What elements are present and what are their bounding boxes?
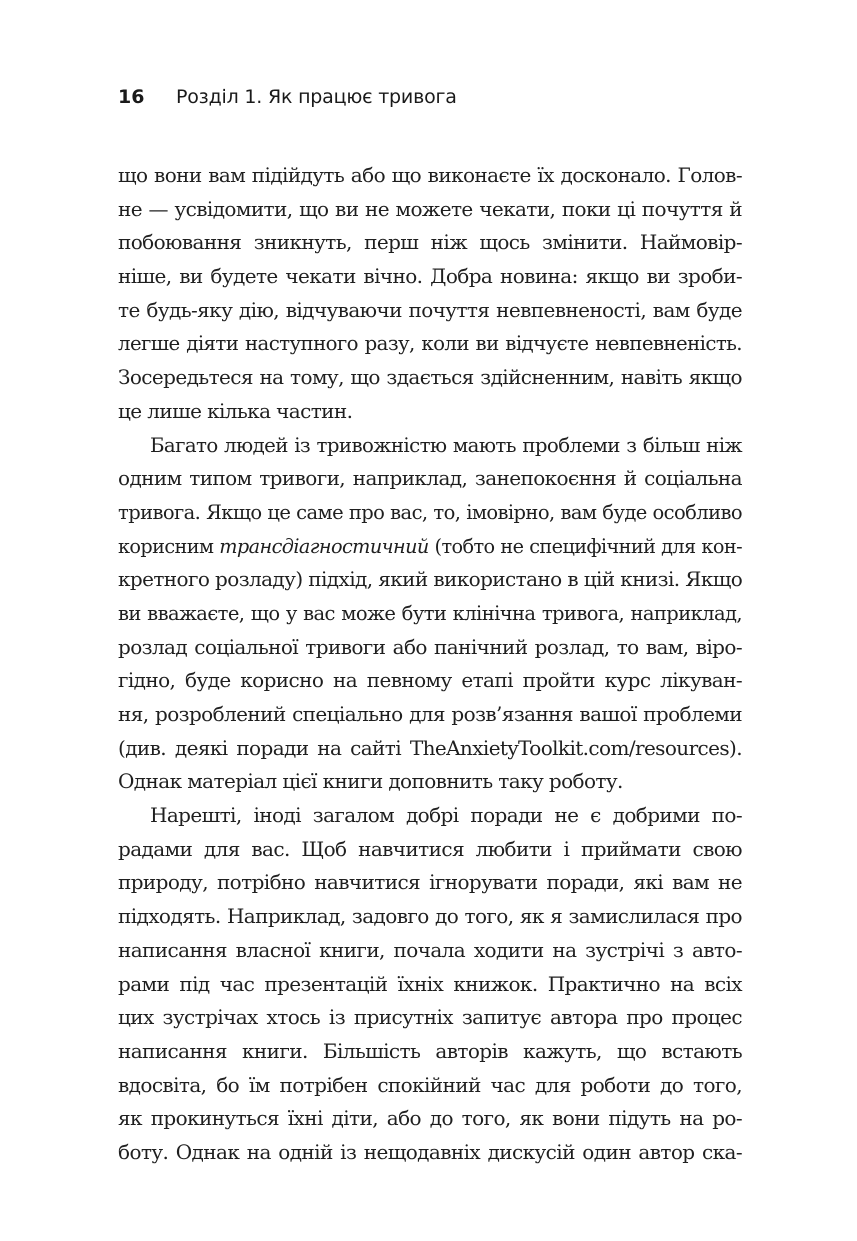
text-line: не — усвідомити, що ви не можете чекати, поки ці почуття й (118, 196, 742, 221)
text-line: радами для вас. Щоб навчитися любити і приймати свою (118, 836, 742, 861)
text-line: кретного розладу) підхід, який використано в цій книзі. Якщо (118, 567, 743, 592)
text-line: тривога. Якщо це саме про вас, то, імовірно, вам буде особливо (118, 500, 742, 524)
paragraph-3 (118, 799, 742, 1170)
text-line: ня, розроблений спеціально для розв’язання вашої проблеми (118, 702, 742, 726)
page-number: 16 (118, 86, 145, 108)
text-line: ви вважаєте, що у вас може бути клінічна тривога, наприклад, (118, 601, 742, 625)
text-line: підходять. Наприклад, задовго до того, як я замислилася про (118, 904, 742, 929)
text-line: гідно, буде корисно на певному етапі пройти курс лікуван- (118, 668, 742, 693)
text-line: Однак матеріал цієї книги доповнить таку роботу. (118, 769, 623, 794)
text-line: Зосередьтеся на тому, що здається здійсненним, навіть якщо (118, 365, 742, 390)
running-header (118, 86, 457, 118)
text-line: те будь-яку дію, відчуваючи почуття невпевненості, вам буде (118, 297, 742, 322)
text-fragment: (тобто не специфічний для кон- (428, 534, 742, 558)
text-line: як прокинуться їхні діти, або до того, як вони підуть на ро- (118, 1106, 742, 1131)
text-line: природу, потрібно навчитися ігнорувати поради, які вам не (118, 870, 742, 895)
text-line: (див. деякі поради на сайті TheAnxietyToolkit.com/resources). (118, 735, 742, 760)
italic-term: трансдіагностичний (219, 534, 429, 558)
text-line: що вони вам підійдуть або що виконаєте їх досконало. Голов- (118, 163, 742, 187)
text-line: написання власної книги, почала ходити на зустрічі з авто- (118, 937, 742, 962)
text-line: вдосвіта, бо їм потрібен спокійний час для роботи до того, (118, 1072, 742, 1097)
text-line: одним типом тривоги, наприклад, занепокоєння й соціальна (118, 466, 742, 491)
text-line: це лише кілька частин. (118, 398, 353, 423)
text-line: Багато людей із тривожністю мають проблеми з більш ніж (150, 433, 742, 457)
chapter-title: Розділ 1. Як працює тривога (176, 86, 457, 108)
text-line: написання книги. Більшість авторів кажуть, що встають (118, 1038, 742, 1063)
text-line: боту. Однак на одній із нещодавніх дискусій один автор ска- (118, 1139, 742, 1164)
text-line: цих зустрічах хтось із присутніх запитує автора про процес (118, 1005, 742, 1030)
text-line: рами під час презентацій їхніх книжок. Практично на всіх (118, 971, 742, 996)
paragraph-1 (118, 159, 742, 429)
text-line: розлад соціальної тривоги або панічний розлад, то вам, віро- (118, 634, 742, 659)
text-line-with-italic (118, 530, 742, 564)
text-line: легше діяти наступного разу, коли ви відчуєте невпевненість. (118, 332, 742, 356)
text-fragment: корисним (118, 534, 220, 558)
text-line: побоювання зникнуть, перш ніж щось змінити. Наймовір- (118, 230, 742, 255)
body-text (118, 159, 742, 1170)
text-line: Нарешті, іноді загалом добрі поради не є добрими по- (150, 803, 742, 828)
text-line: ніше, ви будете чекати вічно. Добра новина: якщо ви зроби- (118, 264, 742, 289)
paragraph-2 (118, 429, 742, 800)
